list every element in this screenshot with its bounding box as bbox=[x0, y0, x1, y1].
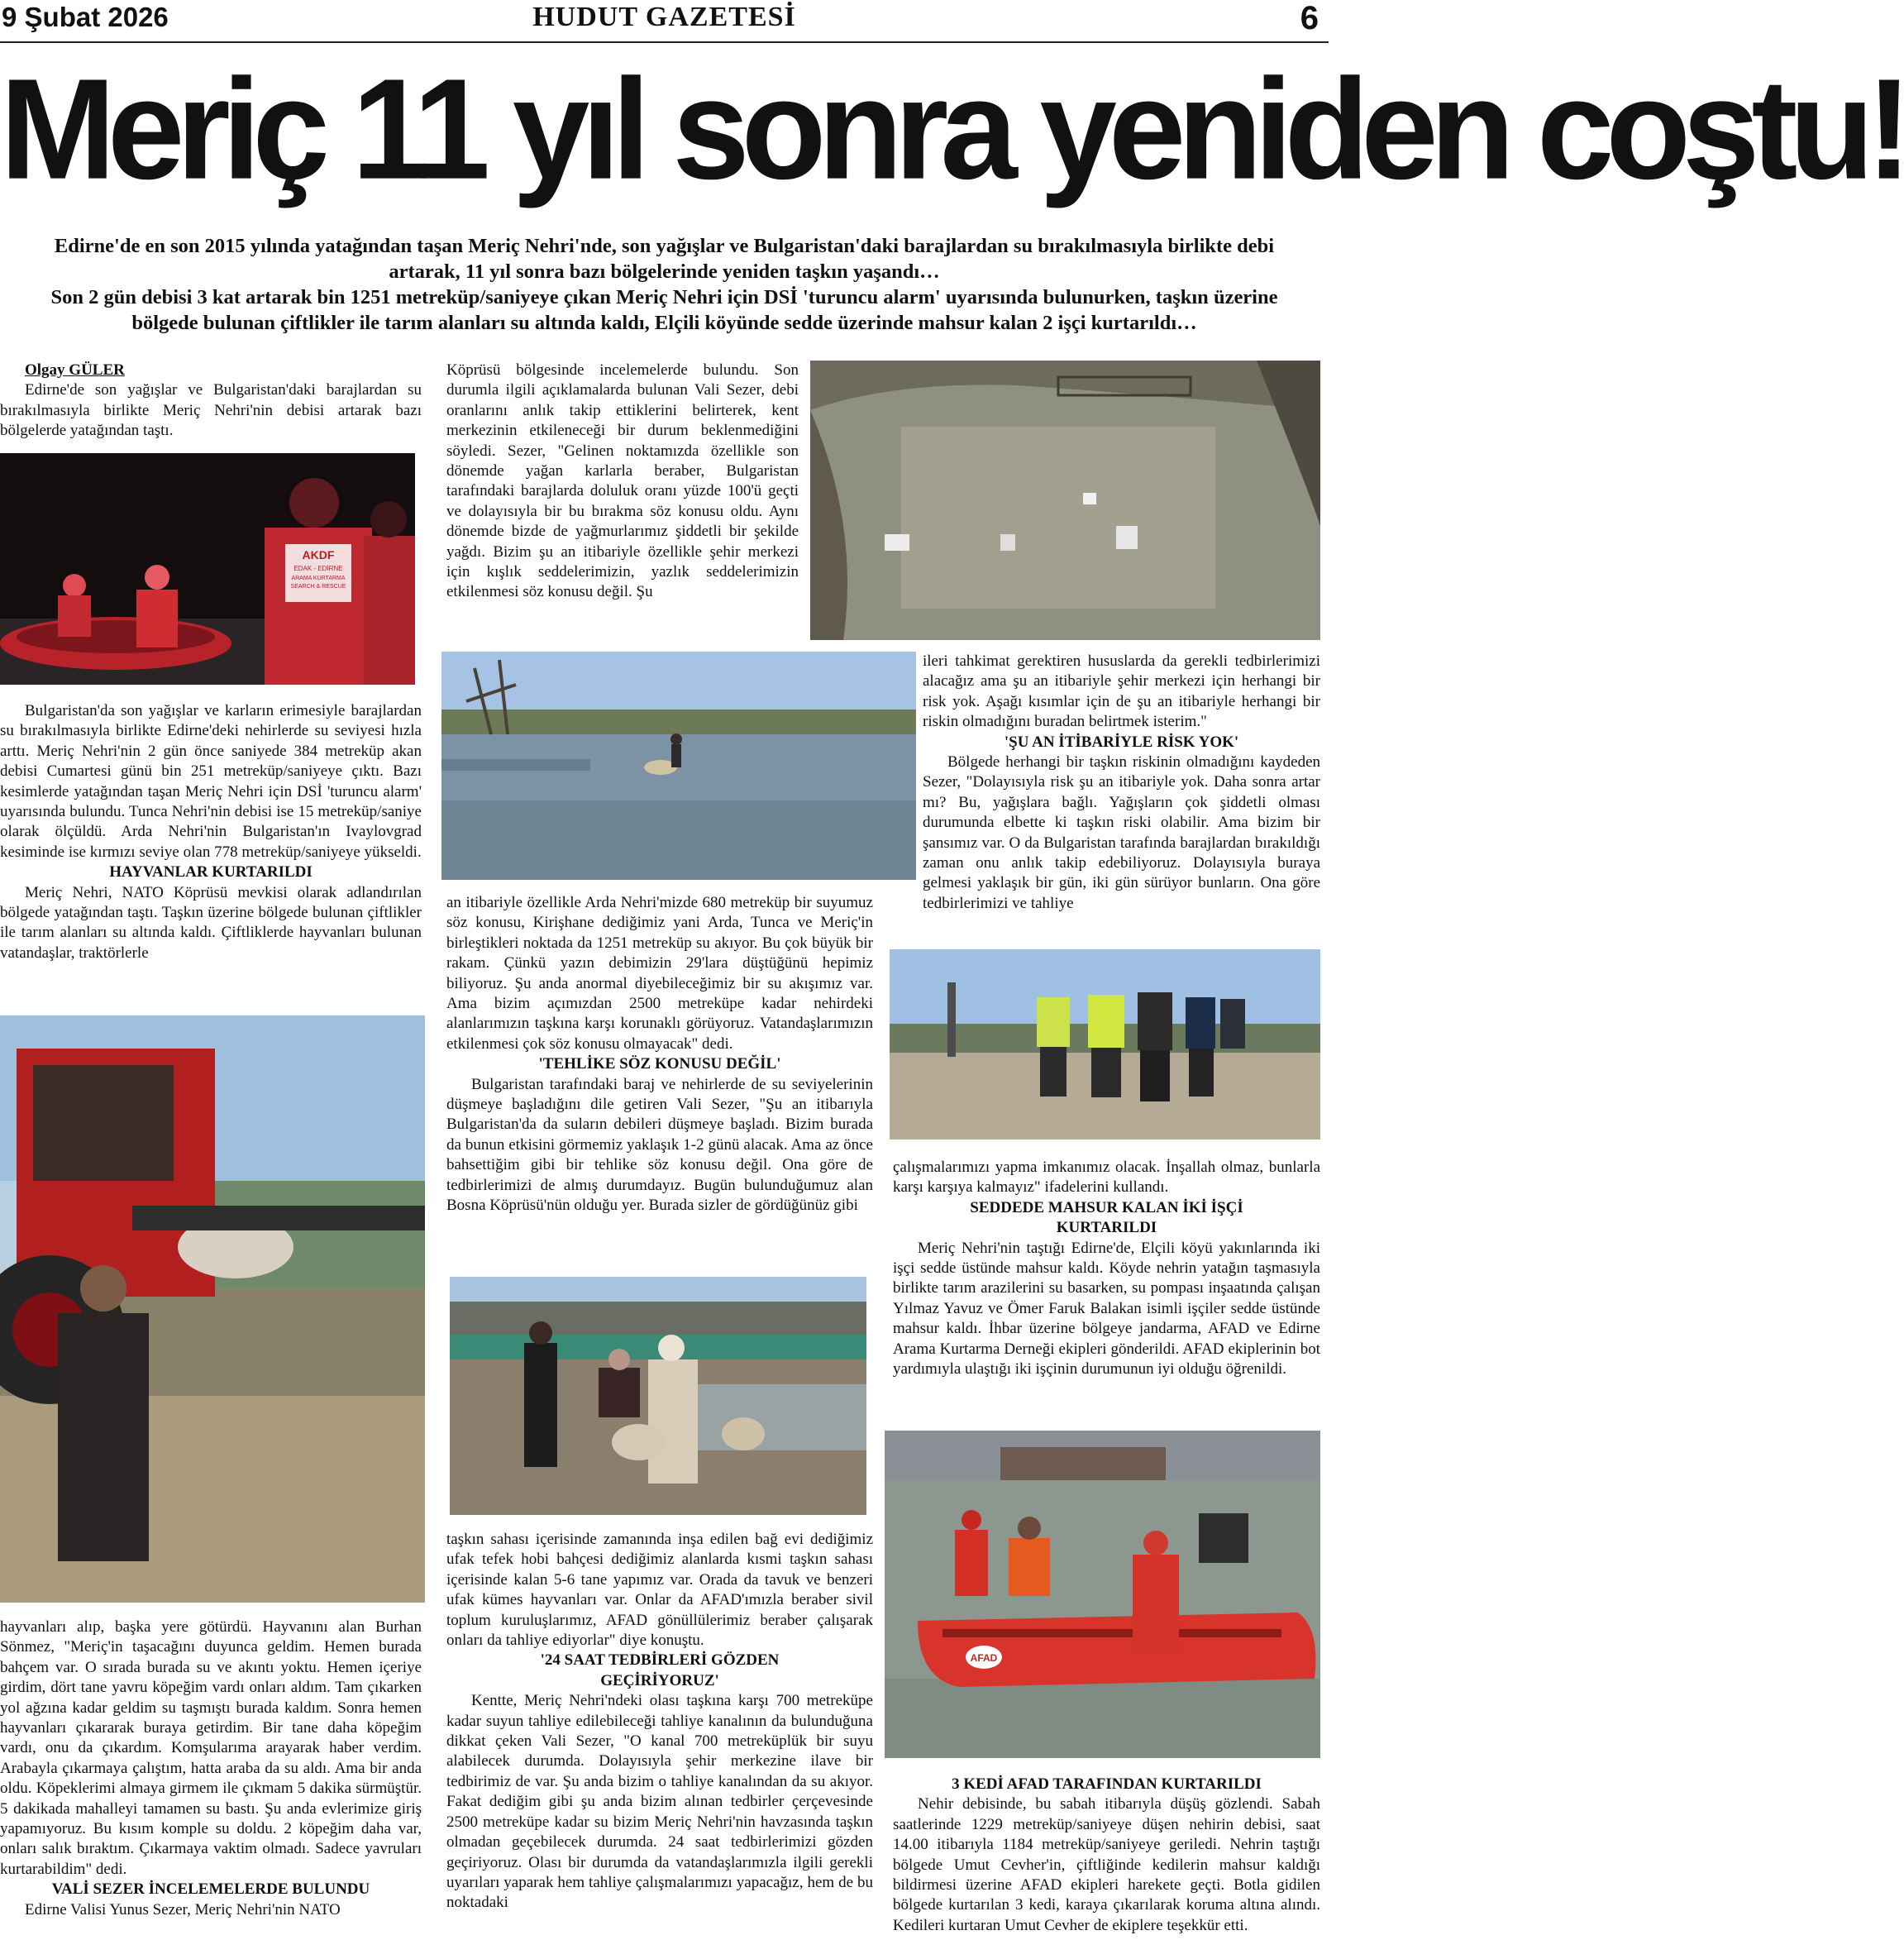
subhead-24-saat-2: GEÇİRİYORUZ' bbox=[600, 1671, 719, 1689]
photo-afad-boat bbox=[885, 1431, 1320, 1758]
col3-paragraph-2: Bölgede herhangi bir taşkın riskinin olmadığını kaydeden Sezer, "Dolayısıyla risk şu an itibariyle yok. Daha sonra artar mı? Bu, yağışlara bağlı. Yağışların çok şiddetli olması durumunda elbette ki taşkın riski olabilir. Ama bizim bir şansımız var. O da Bulgaristan tarafında barajlardan bırakıldığı zaman onu anlık takip edebiliyoruz. Dolayısıyla buraya gelmesi yaklaşık bir gün, iki gün sürüyor bunların. Ona göre tedbirlerimizi ve tahliye bbox=[923, 753, 1320, 912]
page-number: 6 bbox=[1300, 0, 1319, 36]
col3-paragraph-4: Meriç Nehri'nin taştığı Edirne'de, Elçili köyü yakınlarında iki işçi sedde üstünde mahsur kaldı. Köyde nehrin yatağın taşmasıyla birlikte tarım arazilerini su basarken, su pompası inşaatında çalışan Yılmaz Yavuz ve Ömer Faruk Balakan isimli işçiler sedde üstünde mahsur kaldı. İhbar üzerine bölgeye jandarma, AFAD ve Edirne Arama Kurtarma Derneği ekipleri gönderildi. AFAD ekiplerinin bot yardımıyla ulaştığı iki işçinin durumunun iyi olduğu öğrenildi. bbox=[893, 1239, 1320, 1378]
newspaper-name: HUDUT GAZETESİ bbox=[532, 2, 796, 32]
col1-paragraph-4: Edirne Valisi Yunus Sezer, Meriç Nehri'nin NATO bbox=[25, 1900, 341, 1918]
col2-paragraph-2: an itibariyle özellikle Arda Nehri'mizde 680 metreküp bir suyumuz söz konusu, Kirişhane dediğimiz yani Arda, Tunca ve Meriç'in birleştikleri noktada da 1251 metreküp su akıyor. Bu çok büyük bir rakam. Çünkü yazın debimizin 29'lara düştüğünü hepimiz biliyoruz. Şu anda anormal diyebileceğimiz bir su akışımız var. Ama bizim açımızdan 2500 metreküpe kadar nehirdeki alanlarımızın taşkına karşı korunaklı görüyoruz. Vatandaşlarımızın etkilenmesi çok söz konusu olmayacak" dedi. bbox=[446, 894, 873, 1053]
spot-line-1: Edirne'de en son 2015 yılında yatağından taşan Meriç Nehri'nde, son yağışlar ve Bulgaristan'daki barajlardan su bırakılmasıyla birlikte debi artarak, 11 yıl sonra bazı bölgelerinde yeniden taşkın yaşandı… bbox=[54, 235, 1275, 283]
vest-text-2: EDAK - EDİRNE bbox=[293, 565, 343, 572]
col1-paragraph-3: hayvanları alıp, başka yere götürdü. Hayvanını alan Burhan Sönmez, "Meriç'in taşacağını duyunca geldim. Hemen burada bahçem var. O sırada burada su ve akıntı yoktu. Hemen içeriye girdim, dört tane yavru köpeğim vardı onları aldım. Tam çıkarken yol ağzına kadar geldim su taşmıştı burada kaldım. Sonra hemen hayvanları çıkararak buraya getirdim. Bir tane daha köpeğim vardı, onu da çıkardım. Komşularıma arayarak haber verdim. Arabayla çıkarmaya çalıştım, hatta araba da su aldı. Ama bir anda oldu. Köpeklerimi almaya girmem ile çıkmam 5 dakika sürmüştür. 5 dakikada mahalleyi tamamen su bastı. Şu anda evlerimize giriş yapamıyoruz. Bu kısım komple su doldu. 2 köpeğim daha var, onları salık bıraktım. Çıkarmaya vaktim olmadı. Sadece yavruları kurtarabildim" dedi. bbox=[0, 1618, 422, 1878]
col2-top bbox=[446, 361, 799, 603]
col1-top bbox=[0, 361, 422, 442]
headline: Meriç 11 yıl sonra yeniden coştu! bbox=[0, 49, 1904, 209]
col3-paragraph-1: ileri tahkimat gerektiren hususlarda da gerekli tedbirlerimizi alacağız ama şu an itibariyle şehir merkezi için herhangi bir risk yok. Aşağı kısımlar için de şu an itibariyle herhangi bir riskin olmadığını buradan belirtmek isterim." bbox=[923, 652, 1320, 731]
issue-date: 9 Şubat 2026 bbox=[2, 2, 169, 32]
subhead-hayvanlar: HAYVANLAR KURTARILDI bbox=[109, 863, 313, 882]
photo-flooded-river bbox=[441, 652, 916, 880]
col1-intro: Edirne'de son yağışlar ve Bulgaristan'daki barajlardan su bırakılmasıyla birlikte Meriç Nehri'nin debisi artarak bazı bölgelerde yatağından taştı. bbox=[0, 381, 422, 440]
byline: Olgay GÜLER bbox=[25, 361, 125, 379]
spot-text bbox=[17, 233, 1312, 336]
col1-paragraph-2: Meriç Nehri, NATO Köprüsü mevkisi olarak adlandırılan bölgede yatağından taştı. Taşkın üzerine bölgede bulunan çiftlikler ile tarım alanları su altında kaldı. Çiftliklerde hayvanları bulunan vatandaşlar, traktörlerle bbox=[0, 883, 422, 962]
col1-paragraph-1: Bulgaristan'da son yağışlar ve karların erimesiyle barajlardan su bırakılmasıyla birlikte Edirne'deki nehirlerde su seviyesi hızla arttı. Meriç Nehri'nin 2 gün önce saniyede 384 metreküp akan debisi Cumartesi günü bin 251 metreküp/saniyeye çıktı. Bazı kesimlerde yatağından taşan Meriç Nehri için DSİ 'turuncu alarm' uyarısında bulundu. Tunca Nehri'nin debisi ise 15 metreküp/saniye olarak ölçüldü. Arda Nehri'nin Bulgaristan'ın Ivaylovgrad kesiminde ise kırmızı seviye olan 778 metreküp/saniyeye yükseldi. bbox=[0, 702, 422, 861]
col2-paragraph-1: Köprüsü bölgesinde incelemelerde bulundu. Son durumla ilgili açıklamalarda bulunan Vali Sezer, debi oranlarını anlık takip ettiklerini belirterek, kent merkezinin etkileneceği bir durum beklenmediğini söyledi. Sezer, "Gelinen noktamızda özellikle son dönemde yağan karlarla beraber, Bulgaristan tarafındaki barajlarda doluluk oranı yüzde 100'ü geçti ve dolayısıyla bir bu bırakma söz konusu oldu. Aynı dönemde bizde de yağmurlarımız şiddetli bir şekilde yağdı. Bizim şu an itibariyle özellikle şehir merkezi için kışlık seddelerimizin, yazlık seddelerimizin etkilenmesi söz konusu değil. Şu bbox=[446, 361, 799, 601]
col2-paragraph-4: taşkın sahası içerisinde zamanında inşa edilen bağ evi dediğimiz ufak tefek hobi bahçesi dediğimiz alanlarda kısmi taşkın sahası içerisinde kalan 5-6 tane yapımız var. Orada da tavuk ve benzeri ufak kümes hayvanları var. Onlar da AFAD'ımızla beraber sivil toplum kuruluşlarımız, AFAD gönüllülerimiz beraber çalışarak onları da tahliye ediyorlar" diye konuştu. bbox=[446, 1531, 873, 1650]
subhead-tehlike: 'TEHLİKE SÖZ KONUSU DEĞİL' bbox=[538, 1055, 781, 1073]
subhead-sedde-1: SEDDEDE MAHSUR KALAN İKİ İŞÇİ bbox=[970, 1198, 1243, 1216]
photo-officials-walking bbox=[890, 949, 1320, 1140]
col3-paragraph-5: Nehir debisinde, bu sabah itibarıyla düşüş gözlendi. Sabah saatlerinde 1229 metreküp/saniyeye düşen nehirin debisi, saat 14.00 itibarıyla 1184 metreküp/saniyeye geriledi. Nehrin taştığı bölgede Umut Cevher'in, çiftliğinde kedilerin mahsur kaldığı bildirmesi üzerine AFAD ekipleri harekete geçti. Botla gidilen bölgede kurtarılan 3 kedi, karaya çıkarılarak koruma altına alındı. Kedileri kurtaran Umut Cevher de ekiplere teşekkür etti. bbox=[893, 1795, 1320, 1934]
col3-mid bbox=[893, 1158, 1320, 1379]
photo-tractor-sheep bbox=[0, 1015, 425, 1603]
photo-aerial-flood bbox=[810, 361, 1320, 640]
boat-brand-text: AFAD bbox=[970, 1652, 998, 1664]
col2-paragraph-5: Kentte, Meriç Nehri'ndeki olası taşkına karşı 700 metreküpe kadar suyun tahliye edilebileceği tahliye kanalının da bulunduğuna dikkat çeken Vali Sezer, "O kanal 700 metreküplük bir suyu alabilecek durumda. Dolayısıyla şehir merkezine ilave bir tedbirimiz de var. Şu anda bizim o tahliye kanalından da su akıyor. Fakat dediğim gibi şu anda bizim alınan tedbirler çerçevesinde 2500 metreküpe kadar su bizim Meriç Nehri'nin havzasında taşkın olmadan geçebilecek durumda. 24 saat tedbirlerimizi gözden geçiriyoruz. Olası bir durumda da vatandaşlarımızla ilgili gerekli uyarıları yaparak hem tahliye çalışmalarımızı yapacağız, hem de bu noktadaki bbox=[446, 1692, 873, 1912]
col3-bottom bbox=[893, 1775, 1320, 1936]
col1-bottom bbox=[0, 1617, 422, 1920]
col1-mid bbox=[0, 701, 422, 963]
col3-paragraph-3: çalışmalarımızı yapma imkanımız olacak. İnşallah olmaz, bunlarla karşı karşıya kalmayız" ifadelerini kullandı. bbox=[893, 1159, 1320, 1197]
col3-top bbox=[923, 652, 1320, 914]
subhead-3-kedi: 3 KEDİ AFAD TARAFINDAN KURTARILDI bbox=[952, 1775, 1262, 1793]
subhead-vali-sezer: VALİ SEZER İNCELEMELERDE BULUNDU bbox=[51, 1880, 370, 1899]
col2-bottom bbox=[446, 1530, 873, 1914]
subhead-risk-yok: 'ŞU AN İTİBARİYLE RİSK YOK' bbox=[1004, 733, 1239, 751]
col2-paragraph-3: Bulgaristan tarafındaki baraj ve nehirlerde de su seviyelerinin düşmeye başladığını dile getiren Vali Sezer, "Şu an itibarıyla Bulgaristan'da da suların debileri düşmeye başladı. Bizim burada da bunun etkisini görmemiz yaklaşık 1-2 günü alacak. Ama az önce bahsettiğim gibi bir tehlike söz konusu değil. Ona göre de tedbirlerimizi de almış durumdayız. Bugün bulunduğumuz alan Bosna Köprüsü'nün olduğu yer. Burada sizler de gördüğünüz gibi bbox=[446, 1075, 873, 1215]
vest-text-4: SEARCH & RESCUE bbox=[290, 584, 346, 590]
vest-text-3: ARAMA KURTARMA bbox=[291, 576, 346, 581]
subhead-24-saat-1: '24 SAAT TEDBİRLERİ GÖZDEN bbox=[540, 1651, 780, 1670]
photo-night-rescue bbox=[0, 453, 415, 685]
col2-mid bbox=[446, 893, 873, 1216]
spot-line-2: Son 2 gün debisi 3 kat artarak bin 1251 metreküp/saniyeye çıkan Meriç Nehri için DSİ 'turuncu alarm' uyarısında bulunurken, taşkın üzerine bölgede bulunan çiftlikler ile tarım alanları su altında kaldı, Elçili köyünde sedde üzerinde mahsur kalan 2 işçi kurtarıldı… bbox=[50, 286, 1278, 334]
vest-text-1: AKDF bbox=[302, 548, 335, 561]
photo-sheep-rescue bbox=[450, 1277, 866, 1515]
subhead-sedde-2: KURTARILDI bbox=[1056, 1219, 1157, 1237]
